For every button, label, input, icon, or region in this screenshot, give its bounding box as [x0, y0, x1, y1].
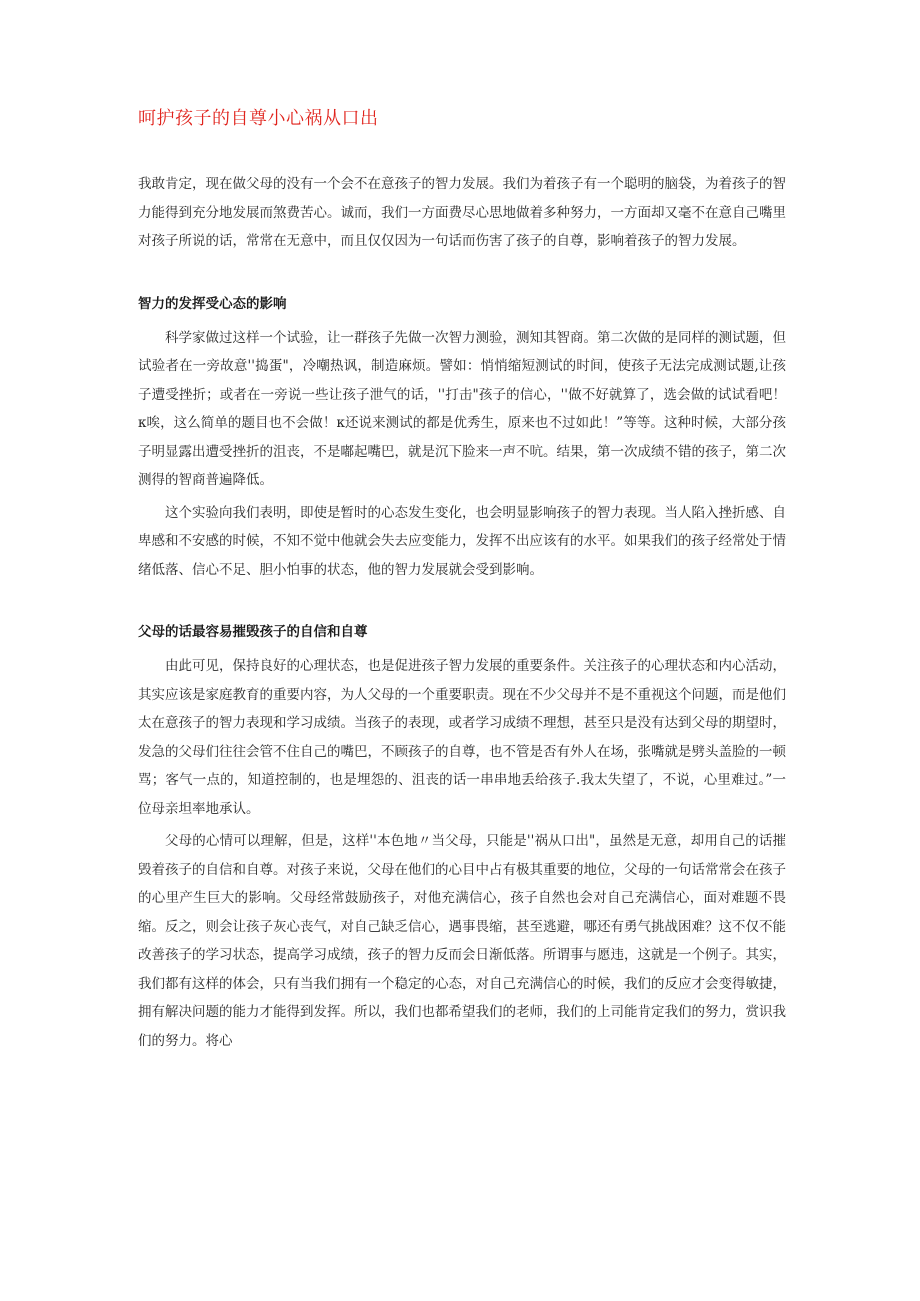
article-title: 呵护孩子的自尊小心祸从口出 — [138, 108, 379, 129]
intro-paragraph: 我敢肯定，现在做父母的没有一个会不在意孩子的智力发展。我们为着孩子有一个聪明的脑袋，为着孩子的智力能得到充分地发展而煞费苦心。诚而，我们一方面费尽心思地做着多种努力，一方面却又毫不在意自己嘴里对孩子所说的话，常常在无意中，而且仅仅因为一句话而伤害了孩子的自尊，影响着孩子的智力发展。 — [138, 176, 786, 249]
paragraph-parents-mood: 父母的心情可以理解，但是，这样''本色地〃当父母，只能是''祸从口出"，虽然是无意，却用自己的话摧毁着孩子的自信和自尊。对孩子来说，父母在他们的心目中占有极其重要的地位，父母的一句话常常会在孩子的心里产生巨大的影响。父母经常鼓励孩子，对他充满信心，孩子自然也会对自己充满信心，面对难题不畏缩。反之，则会让孩子灰心丧气，对自己缺乏信心，遇事畏缩，甚至逃避，哪还有勇气挑战困难？这不仅不能改善孩子的学习状态，提高学习成绩，孩子的智力反而会日渐低落。所谓事与愿违，这就是一个例子。其实，我们都有这样的体会，只有当我们拥有一个稳定的心态，对自己充满信心的时候，我们的反应才会变得敏捷，拥有解决问题的能力才能得到发挥。所以，我们也都希望我们的老师，我们的上司能肯定我们的努力，赏识我们的努力。将心 — [138, 833, 786, 1049]
paragraph-psychology: 由此可见，保持良好的心理状态，也是促进孩子智力发展的重要条件。关注孩子的心理状态和内心活动，其实应该是家庭教育的重要内容，为人父母的一个重要职责。现在不少父母并不是不重视这个问题，而是他们太在意孩子的智力表现和学习成绩。当孩子的表现，或者学习成绩不理想，甚至只是没有达到父母的期望时，发急的父母们往往会管不住自己的嘴巴，不顾孩子的自尊，也不管是否有外人在场，张嘴就是劈头盖脸的一顿骂；客气一点的，知道控制的，也是埋怨的、沮丧的话一串串地丢给孩子.我太失望了，不说，心里难过。”一位母亲坦率地承认。 — [138, 658, 786, 817]
section-heading-mindset: 智力的发挥受心态的影响 — [138, 295, 287, 312]
paragraph-experiment: 科学家做过这样一个试验，让一群孩子先做一次智力测验，测知其智商。第二次做的是同样的测试题，但试验者在一旁故意''捣蛋"，冷嘲热讽，制造麻烦。譬如：悄悄缩短测试的时间，使孩子无法完成测试题,让孩子遭受挫折；或者在一旁说一些让孩子泄气的话，''打击"孩子的信心，''做不好就算了，选会做的试试看吧！κ唉，这么简单的题目也不会做！κ还说来测试的都是优秀生，原来也不过如此！”等等。这种时候，大部分孩子明显露出遭受挫折的沮丧，不是嘟起嘴巴，就是沉下脸来一声不吭。结果，第一次成绩不错的孩子，第二次测得的智商普遍降低。 — [138, 329, 786, 488]
section-heading-parents-words: 父母的话最容易摧毁孩子的自信和自尊 — [138, 624, 368, 640]
paragraph-conclusion: 这个实验向我们表明，即使是暂时的心态发生变化，也会明显影响孩子的智力表现。当人陷入挫折感、自卑感和不安感的时候，不知不觉中他就会失去应变能力，发挥不出应该有的水平。如果我们的孩子经常处于情绪低落、信心不足、胆小怕事的状态，他的智力发展就会受到影响。 — [138, 504, 786, 578]
article-body — [138, 104, 786, 1055]
